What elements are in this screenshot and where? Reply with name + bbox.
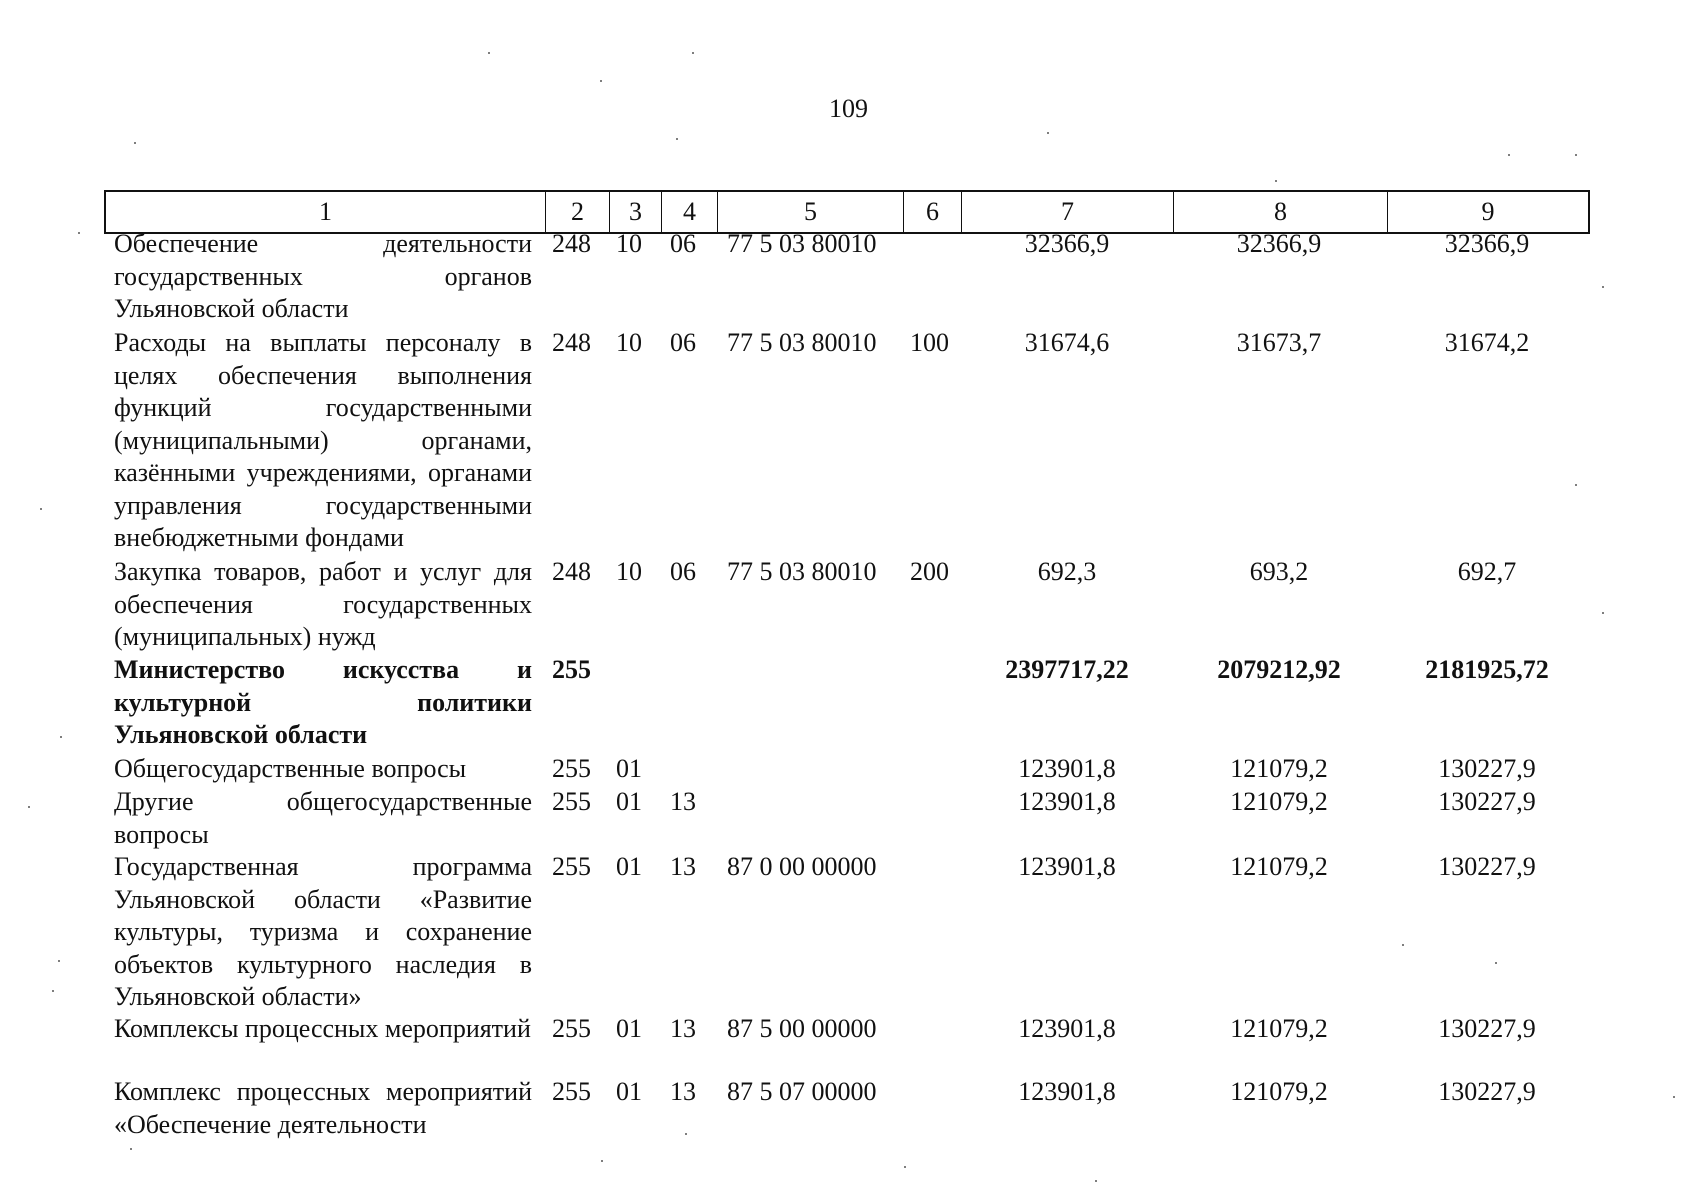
col-7-value: 123901,8	[1018, 754, 1116, 783]
col-7-value: 31674,6	[1024, 328, 1110, 357]
row-name: Закупка товаров, работ и услуг для обеспечения государственных (муниципальных) нужд	[114, 557, 532, 651]
col-6-value: 100	[910, 328, 949, 357]
scan-speck	[1575, 154, 1577, 156]
col-7-value: 2397717,22	[1005, 655, 1129, 684]
col-3-value: 10	[616, 229, 642, 258]
scan-speck	[60, 736, 62, 738]
col-3-value: 01	[616, 1014, 642, 1043]
scan-speck	[600, 80, 602, 82]
col-7-value: 123901,8	[1018, 1014, 1116, 1043]
row-name: Расходы на выплаты персоналу в целях обеспечения выполнения функций государственными (муниципальными) органами, казёнными учреждениями, органами управления государственными внебюджетными фондами	[114, 328, 532, 552]
page-number: 109	[829, 94, 868, 123]
scan-speck	[130, 1148, 132, 1150]
col-9-value: 31674,2	[1444, 328, 1530, 357]
scan-speck	[488, 52, 490, 54]
scan-speck	[1275, 180, 1277, 182]
col-2-value: 255	[552, 787, 591, 816]
scan-speck	[52, 990, 54, 992]
col-2-value: 248	[552, 328, 591, 357]
col-4-value: 13	[670, 1014, 696, 1043]
col-4-value: 13	[670, 787, 696, 816]
scan-speck	[904, 1166, 906, 1168]
scan-speck	[78, 232, 80, 234]
col-3-value: 01	[616, 754, 642, 783]
scan-speck	[40, 508, 42, 510]
col-9-value: 2181925,72	[1425, 655, 1549, 684]
scan-speck	[1673, 1096, 1675, 1098]
col-4-value: 06	[670, 328, 696, 357]
col-9-value: 130227,9	[1438, 754, 1536, 783]
col-7-value: 123901,8	[1018, 1077, 1116, 1106]
col-3-value: 01	[616, 787, 642, 816]
col-8-value: 31673,7	[1236, 328, 1322, 357]
scan-speck	[1508, 154, 1510, 156]
col-3-value: 10	[616, 557, 642, 586]
col-5-value: 87 0 00 00000	[727, 852, 877, 881]
col-9-value: 32366,9	[1444, 229, 1530, 258]
col-5-value: 77 5 03 80010	[727, 557, 877, 586]
header-col-6: 6	[904, 192, 962, 232]
scan-speck	[1575, 484, 1577, 486]
row-name: Комплексы процессных мероприятий	[114, 1014, 531, 1043]
header-col-8: 8	[1174, 192, 1388, 232]
col-5-value: 87 5 00 00000	[727, 1014, 877, 1043]
col-8-value: 121079,2	[1230, 754, 1328, 783]
col-5-value: 77 5 03 80010	[727, 229, 877, 258]
col-2-value: 248	[552, 229, 591, 258]
col-9-value: 130227,9	[1438, 852, 1536, 881]
scan-speck	[134, 142, 136, 144]
col-8-value: 693,2	[1249, 557, 1309, 586]
col-8-value: 32366,9	[1236, 229, 1322, 258]
row-name: Обеспечение деятельности государственных органов Ульяновской области	[114, 229, 532, 323]
scan-speck	[28, 806, 30, 808]
col-8-value: 121079,2	[1230, 852, 1328, 881]
col-7-value: 692,3	[1037, 557, 1097, 586]
col-2-value: 255	[552, 1014, 591, 1043]
col-8-value: 121079,2	[1230, 1077, 1328, 1106]
col-3-value: 01	[616, 852, 642, 881]
col-4-value: 06	[670, 557, 696, 586]
scan-speck	[692, 52, 694, 54]
col-9-value: 692,7	[1457, 557, 1517, 586]
col-8-value: 121079,2	[1230, 1014, 1328, 1043]
col-3-value: 01	[616, 1077, 642, 1106]
scan-speck	[58, 960, 60, 962]
header-col-2: 2	[546, 192, 610, 232]
row-name: Общегосударственные вопросы	[114, 754, 467, 783]
scan-speck	[1095, 1180, 1097, 1182]
col-5-value: 77 5 03 80010	[727, 328, 877, 357]
col-2-value: 255	[552, 655, 591, 684]
col-6-value: 200	[910, 557, 949, 586]
scan-speck	[1602, 286, 1604, 288]
row-name: Комплекс процессных мероприятий «Обеспечение деятельности	[114, 1077, 532, 1139]
col-5-value: 87 5 07 00000	[727, 1077, 877, 1106]
scan-speck	[601, 1160, 603, 1162]
row-name: Государственная программа Ульяновской области «Развитие культуры, туризма и сохранение объектов культурного наследия в Ульяновской области»	[114, 852, 532, 1011]
col-8-value: 2079212,92	[1217, 655, 1341, 684]
col-4-value: 13	[670, 852, 696, 881]
row-name: Другие общегосударственные вопросы	[114, 787, 532, 849]
col-4-value: 13	[670, 1077, 696, 1106]
header-col-3: 3	[610, 192, 662, 232]
scan-speck	[1495, 962, 1497, 964]
col-2-value: 255	[552, 754, 591, 783]
col-2-value: 255	[552, 1077, 591, 1106]
col-7-value: 123901,8	[1018, 787, 1116, 816]
col-9-value: 130227,9	[1438, 787, 1536, 816]
col-7-value: 32366,9	[1024, 229, 1110, 258]
scan-speck	[1402, 944, 1404, 946]
col-2-value: 255	[552, 852, 591, 881]
scan-speck	[1602, 612, 1604, 614]
col-9-value: 130227,9	[1438, 1077, 1536, 1106]
col-4-value: 06	[670, 229, 696, 258]
scan-speck	[685, 1133, 687, 1135]
header-col-1: 1	[106, 192, 546, 232]
col-2-value: 248	[552, 557, 591, 586]
col-3-value: 10	[616, 328, 642, 357]
header-col-5: 5	[718, 192, 904, 232]
col-9-value: 130227,9	[1438, 1014, 1536, 1043]
scan-speck	[1047, 132, 1049, 134]
scan-speck	[676, 138, 678, 140]
header-col-7: 7	[962, 192, 1174, 232]
header-col-9: 9	[1481, 197, 1495, 226]
header-col-4: 4	[662, 192, 718, 232]
col-7-value: 123901,8	[1018, 852, 1116, 881]
row-name: Министерство искусства и культурной политики Ульяновской области	[114, 655, 532, 749]
col-8-value: 121079,2	[1230, 787, 1328, 816]
